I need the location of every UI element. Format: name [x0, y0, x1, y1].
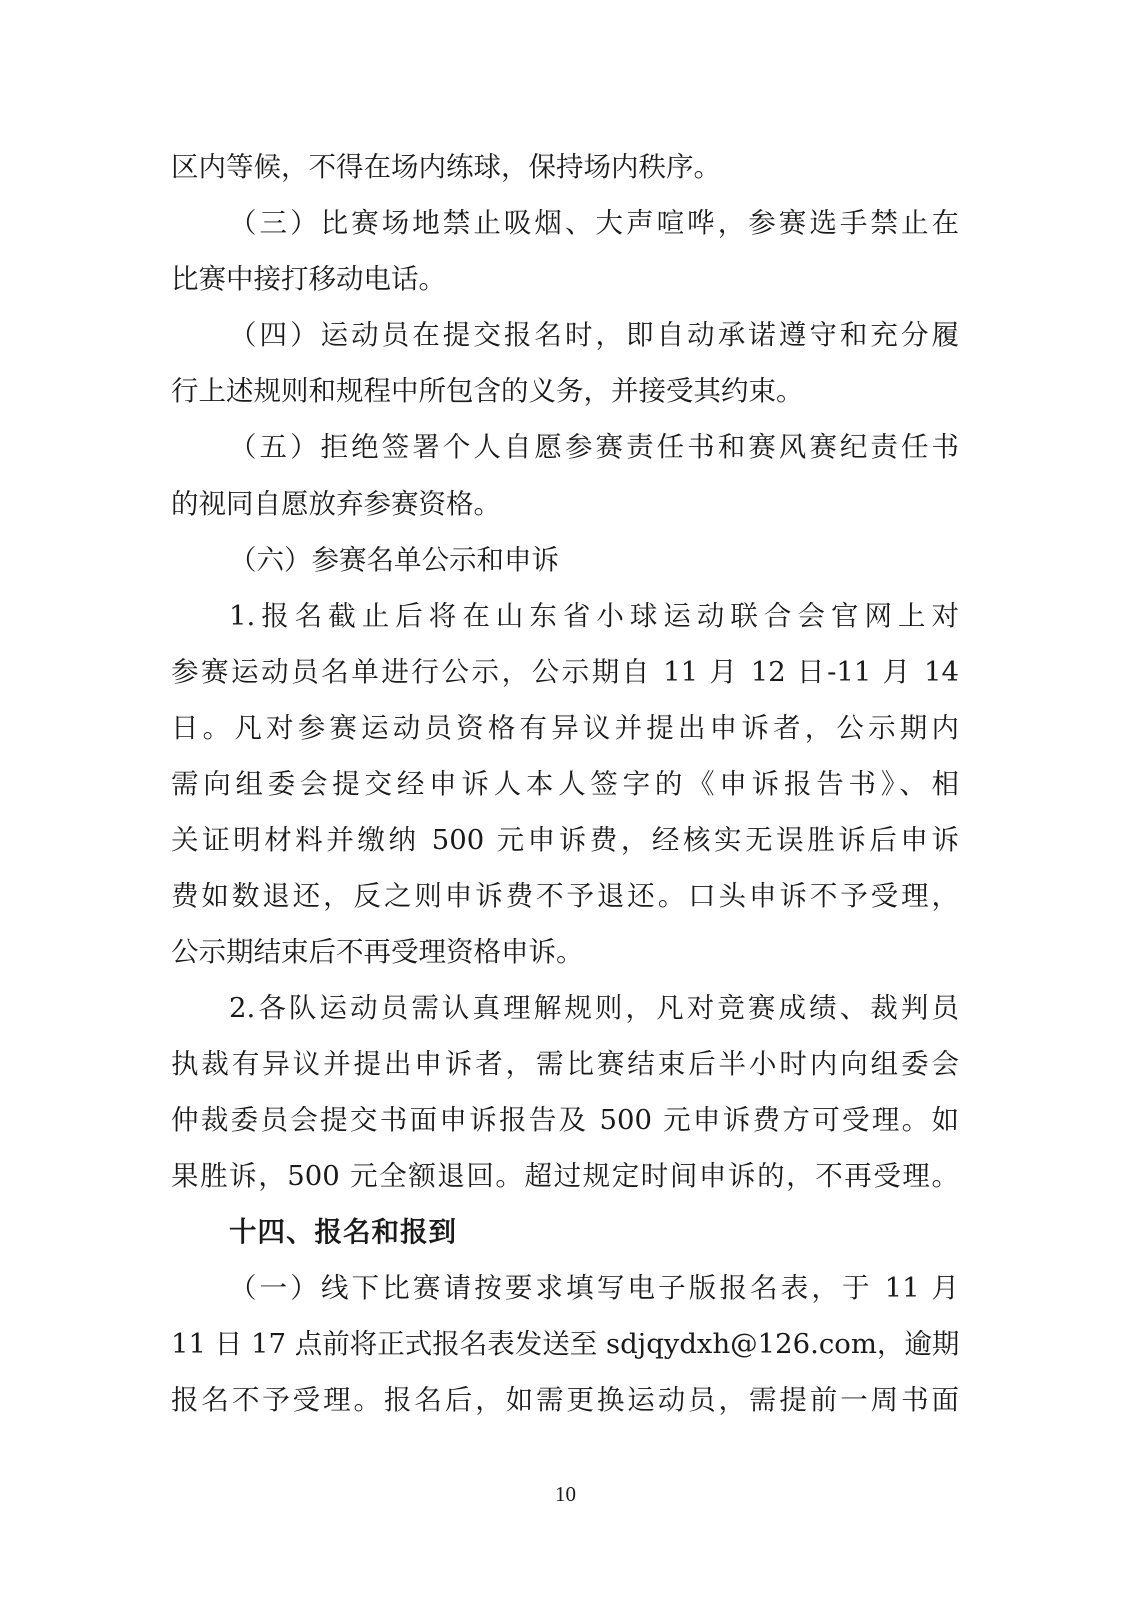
body-text-line: 参赛运动员名单进行公示，公示期自 11 月 12 日-11 月 14 [171, 656, 959, 688]
body-text-line: 日。凡对参赛运动员资格有异议并提出申诉者，公示期内 [171, 712, 959, 744]
list-item-line: （五）拒绝签署个人自愿参赛责任书和赛风赛纪责任书 [229, 431, 959, 463]
body-text-line: 比赛中接打移动电话。 [171, 263, 446, 295]
body-text-line: 关证明材料并缴纳 500 元申诉费，经核实无误胜诉后申诉 [171, 824, 959, 856]
body-text-line: 需向组委会提交经申诉人本人签字的《申诉报告书》、相 [171, 768, 959, 800]
body-text-line: 果胜诉，500 元全额退回。超过规定时间申诉的，不再受理。 [171, 1160, 959, 1192]
subheading-line: （六）参赛名单公示和申诉 [229, 544, 559, 576]
body-text-line: 的视同自愿放弃参赛资格。 [171, 488, 501, 520]
list-item-line: （三）比赛场地禁止吸烟、大声喧哗，参赛选手禁止在 [229, 207, 959, 239]
list-item-line: 2.各队运动员需认真理解规则，凡对竞赛成绩、裁判员 [229, 992, 959, 1024]
body-text-line: 费如数退还，反之则申诉费不予退还。口头申诉不予受理， [171, 880, 959, 912]
list-item-line: 1.报名截止后将在山东省小球运动联合会官网上对 [229, 600, 959, 632]
body-text-line: 行上述规则和规程中所包含的义务，并接受其约束。 [171, 375, 804, 407]
body-text-line: 11 日 17 点前将正式报名表发送至 sdjqydxh@126.com，逾期 [171, 1328, 960, 1360]
body-text-line: 仲裁委员会提交书面申诉报告及 500 元申诉费方可受理。如 [171, 1104, 959, 1136]
list-item-line: （一）线下比赛请按要求填写电子版报名表，于 11 月 [229, 1272, 959, 1304]
page-number: 10 [555, 1482, 576, 1506]
body-text-line: 报名不予受理。报名后，如需更换运动员，需提前一周书面 [171, 1384, 959, 1416]
body-text-line: 区内等候，不得在场内练球，保持场内秩序。 [171, 151, 721, 183]
body-text-line: 执裁有异议并提出申诉者，需比赛结束后半小时内向组委会 [171, 1048, 959, 1080]
body-text-line: 公示期结束后不再受理资格申诉。 [171, 936, 584, 968]
section-heading: 十四、报名和报到 [229, 1216, 457, 1248]
list-item-line: （四）运动员在提交报名时，即自动承诺遵守和充分履 [229, 319, 959, 351]
